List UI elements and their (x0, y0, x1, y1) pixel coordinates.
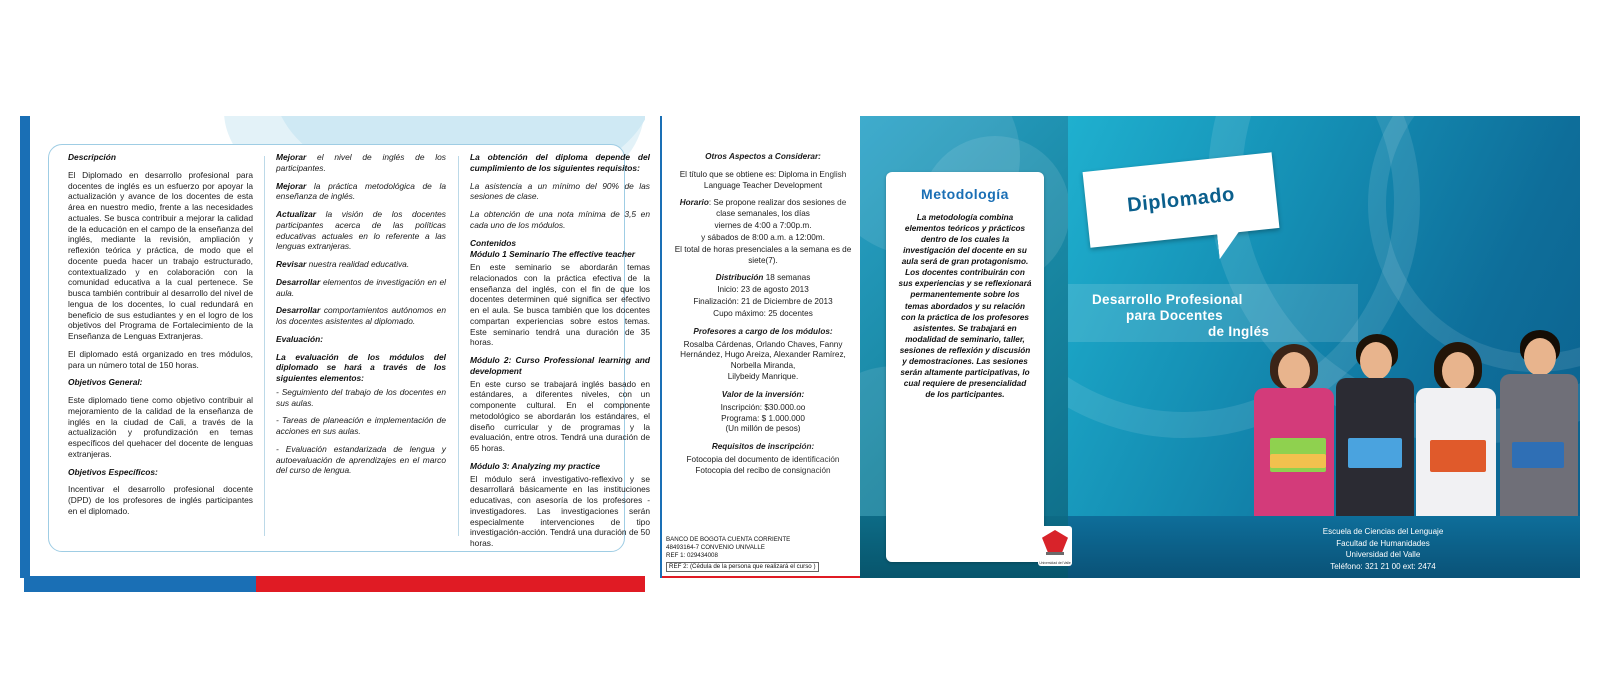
objetivo-item-5-verb: Desarrollar (276, 276, 321, 287)
text-inicio: Inicio: 23 de agosto 2013 (717, 285, 809, 295)
column-objetivos-evaluacion (276, 152, 446, 483)
evaluacion-bullet-1: - Seguimiento del trabajo de los docentes en sus aulas. (276, 386, 446, 408)
heading-evaluacion: Evaluación: (276, 333, 324, 344)
footer-left-text (880, 518, 1030, 564)
text-distribucion-semanas: 18 semanas (763, 273, 811, 283)
text-profesores-2: Hernández, Hugo Areiza, Alexander Ramírez, (680, 350, 846, 360)
text-millon: (Un millón de pesos) (725, 424, 801, 434)
bank-line-4: REF 2: (Cédula de la persona que realizará el curso ) (666, 562, 819, 572)
column-descripcion (68, 152, 253, 524)
bank-line-1: BANCO DE BOGOTA CUENTA CORRIENTE (666, 535, 791, 543)
text-titulo-obtenido: El título que se obtiene es: Diploma in English Language Teacher Development (679, 169, 847, 190)
requisito-1: La asistencia a un mínimo del 90% de las sesiones de clase. (470, 180, 650, 202)
text-objetivos-especificos: Incentivar el desarrollo profesional docente (DPD) de los profesores de inglés participantes en el diplomado. (68, 484, 253, 516)
text-horario (674, 198, 852, 220)
footer-left-line4: Teléfono: 321 21 00 ext: 2474 (902, 553, 1008, 563)
text-profesores-4: Lilybeidy Manrique. (727, 372, 799, 382)
footer-left-line2: Facultad de Humanidades (908, 530, 1002, 540)
column-requisitos-contenidos (470, 152, 650, 556)
objetivo-item-2 (276, 181, 446, 203)
text-modulo-2: En este curso se trabajará inglés basado en estándares, a diferentes niveles, con un componente cultural. En el componente metodológico se abordarán los estándares, el diseño curricular y de programas y la evaluación, entre otros. Tendrá una duración de 65 horas. (470, 378, 650, 453)
text-horario-viernes: viernes de 4:00 a 7:00p.m. (714, 221, 812, 231)
text-modulo-1: En este seminario se abordarán temas relacionados con la práctica efectiva de la enseñanza del inglés, con el fin de que los docentes determinen qué significa ser efectivo en el aula. Se busca también que los docentes compartan experiencias sobre estos temas. Este seminario tendrá una duración de 35 horas. (470, 262, 650, 348)
footer-right-text (1268, 526, 1498, 572)
text-profesores-3: Norbella Miranda, (730, 361, 796, 371)
objetivo-item-1-text: el nivel de inglés de los participantes. (276, 152, 446, 173)
column-divider-2 (458, 156, 459, 536)
heading-valor-inversion: Valor de la inversión: (721, 389, 805, 399)
footer-right-line2: Facultad de Humanidades (1336, 538, 1430, 548)
footer-right-line4: Teléfono: 321 21 00 ext: 2474 (1330, 561, 1436, 571)
heading-modulo-3: Módulo 3: Analyzing my practice (470, 460, 600, 471)
cover-title-line1: Desarrollo Profesional (1092, 292, 1243, 307)
heading-objetivo-general: Objetivos General: (68, 377, 143, 388)
column-divider-1 (264, 156, 265, 536)
bottom-red-bar-right (662, 576, 862, 578)
heading-obtencion-diploma: La obtención del diploma depende del cumplimiento de los siguientes requisitos: (470, 152, 650, 173)
objetivo-item-6 (276, 305, 446, 327)
text-descripcion-2: El diplomado está organizado en tres módulos, para un número total de 150 horas. (68, 348, 253, 370)
bank-line-2: 48493164-7 CONVENIO UNIVALLE (666, 543, 765, 551)
text-objetivo-general: Este diplomado tiene como objetivo contribuir al mejoramiento de la calidad de la enseñanza de inglés en la ciudad de Cali, a través de la actualización y profundización en temas específicos del quehacer del docente de lenguas extranjeras. (68, 395, 253, 459)
text-horario-sabados: y sábados de 8:00 a.m. a 12:00m. (701, 232, 825, 242)
objetivo-item-6-text: comportamientos autónomos en los docentes asistentes al diplomado. (276, 305, 446, 326)
heading-requisitos-inscripcion: Requisitos de inscripción: (711, 442, 815, 452)
footer-right-line1: Escuela de Ciencias del Lenguaje (1322, 527, 1444, 536)
objetivo-item-4 (276, 259, 446, 270)
students-photo (1248, 330, 1578, 520)
objetivo-item-1 (276, 152, 446, 174)
text-distribucion (674, 273, 852, 284)
flag-label: Diplomado (1126, 182, 1236, 217)
text-inscripcion-valor: Inscripción: $30.000.oo (720, 402, 806, 412)
right-brochure-panel (660, 116, 1580, 578)
objetivo-item-2-verb: Mejorar (276, 180, 307, 191)
cover-title-line2: para Docentes (1126, 308, 1223, 323)
bank-line-3: REF 1: 029434008 (666, 552, 718, 560)
logo-shield-icon (1042, 530, 1068, 552)
bottom-blue-corner-left (24, 576, 256, 592)
heading-modulo-2: Módulo 2: Curso Professional learning and development (470, 355, 650, 376)
subheading-evaluacion: La evaluación de los módulos del diplomado se hará a través de los siguientes elementos: (276, 351, 446, 383)
objetivo-item-4-verb: Revisar (276, 259, 307, 269)
cover-title-line3: de Inglés (1208, 324, 1270, 339)
left-blue-edge (24, 116, 30, 578)
heading-modulo-1: Módulo 1 Seminario The effective teacher (470, 249, 636, 260)
text-requisito-2: Fotocopia del recibo de consignación (695, 465, 831, 475)
text-requisito-1: Fotocopia del documento de identificación (686, 455, 840, 465)
text-metodologia: La metodología combina elementos teóricos y prácticos dentro de los cuales la investigación del docente en su aula será de gran protagonismo. Los docentes contribuirán con sus experiencias y se reflexionará permanentemente sobre los temas abordados y su relación con la práctica de los profesores asistentes. Se trabajará en modalidad de seminario, taller, sesiones de reflexión y discusión y demostraciones. Las sesiones serán altamente participativas, lo cual requiere de presencialidad de los participantes. (898, 213, 1032, 399)
heading-objetivos-especificos: Objetivos Específicos: (68, 466, 158, 477)
metodologia-card (886, 172, 1044, 562)
text-programa-valor: Programa: $ 1.000.000 (721, 413, 805, 423)
evaluacion-bullet-2: - Tareas de planeación e implementación de acciones en sus aulas. (276, 415, 446, 436)
heading-metodologia: Metodología (921, 186, 1009, 202)
text-horario-body: : Se propone realizar dos sesiones de clase semanales, los días (708, 198, 847, 219)
footer-right-line3: Universidad del Valle (1345, 550, 1421, 560)
objetivo-item-3 (276, 209, 446, 252)
label-distribucion: Distribución (715, 273, 764, 283)
text-cupo: Cupo máximo: 25 docentes (713, 308, 813, 318)
objetivo-item-3-text: la visión de los docentes participantes acerca de las políticas educativas actuales en lo referente a las lenguas extranjeras. (276, 209, 446, 252)
bank-details (666, 536, 856, 572)
logo-bar-icon (1046, 552, 1064, 555)
logo-label: Universidad del Valle (1039, 561, 1071, 565)
evaluacion-bullet-3: - Evaluación estandarizada de lengua y autoevaluación de aprendizajes en el marco del curso de lengua. (276, 443, 446, 476)
objetivo-item-5 (276, 277, 446, 299)
heading-contenidos: Contenidos (470, 237, 517, 248)
text-horas-semana: El total de horas presenciales a la semana es de siete(7). (674, 244, 852, 265)
cover-pane (1068, 116, 1580, 578)
label-horario: Horario (679, 198, 709, 208)
footer-left-line1: Escuela de Ciencias del Lenguaje (894, 518, 1016, 528)
requisito-2: La obtención de una nota mínima de 3,5 en cada uno de los módulos. (470, 209, 650, 230)
objetivo-item-5-text: elementos de investigación en el aula. (276, 276, 446, 298)
objetivo-item-1-verb: Mejorar (276, 152, 307, 162)
objetivo-item-2-text: la práctica metodológica de la enseñanza de inglés. (276, 180, 446, 202)
text-profesores-1: Rosalba Cárdenas, Orlando Chaves, Fanny (683, 339, 843, 349)
heading-profesores: Profesores a cargo de los módulos: (693, 326, 833, 336)
text-finalizacion: Finalización: 21 de Diciembre de 2013 (693, 297, 833, 307)
footer-left-line3: Universidad del Valle (917, 541, 993, 551)
text-descripcion-1: El Diplomado en desarrollo profesional para docentes de inglés es un esfuerzo por apoyar la actualización y avance de los docentes de esta área en nuestro medio, frente a las necesidades actuales. Se busca contribuir a mejorar la calidad de la educación en el campo de la enseñanza del inglés, mediante la revisión, ampliación y reflexión teórica y práctica, de modo que el docente pueda hacer un trabajo estructurado, contextualizado y en colaboración con la comunidad educativa a la cual pertenece. Se busca también contribuir al desarrollo del nivel de lengua de los docentes, lo cual redundará en beneficio de sus estudiantes y en el logro de los objetivos del Programa de Fortalecimiento de la Enseñanza de Lenguas Extranjeras. (68, 169, 253, 341)
text-modulo-3: El módulo será investigativo-reflexivo y se desarrollará básicamente en las instituciones educativas, con asesoría de los profesores -investigadores. Las investigaciones serán especialmente intervenciones de tipo investigación-acción. Tendrá una duración de 50 horas. (470, 473, 650, 548)
objetivo-item-3-verb: Actualizar (276, 209, 317, 219)
objetivo-item-6-verb: Desarrollar (276, 305, 321, 316)
heading-descripcion: Descripción (68, 152, 116, 162)
heading-otros-aspectos: Otros Aspectos a Considerar: (705, 152, 821, 161)
cover-footer-bar (1068, 516, 1580, 578)
objetivo-item-4-text: nuestra realidad educativa. (306, 259, 410, 269)
left-brochure-panel (20, 116, 650, 578)
universidad-del-valle-logo (1038, 526, 1072, 566)
